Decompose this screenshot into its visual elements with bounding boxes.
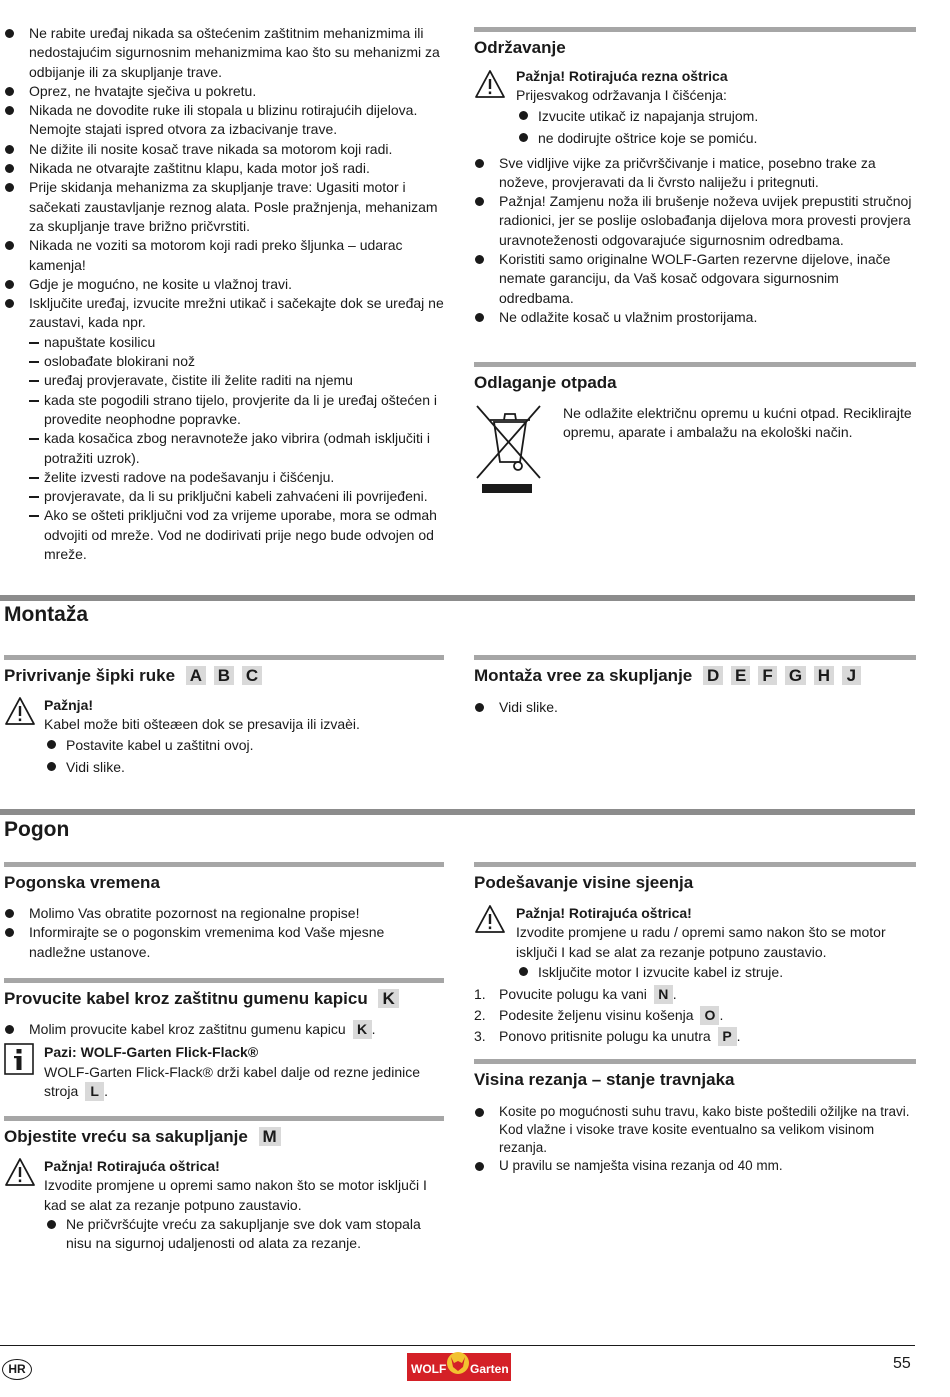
- figure-tag: K: [353, 1020, 372, 1039]
- figure-tag: A: [186, 666, 206, 685]
- warning-text: Kabel može biti ošteæen dok se presavija ili izvaèi.: [44, 716, 360, 733]
- figure-tag: F: [758, 666, 777, 685]
- warning-icon: [4, 1157, 36, 1187]
- vremena-section: [4, 862, 444, 962]
- warning-title: Pažnja!: [44, 697, 94, 713]
- figure-tag: K: [378, 989, 398, 1008]
- section-title: Odlaganje otpada: [474, 373, 617, 392]
- figure-tag: C: [242, 666, 262, 685]
- info-text: WOLF-Garten Flick-Flack® drži kabel dalje od rezne jedinice stroja: [44, 1063, 421, 1099]
- dash-item: provjeravate, da li su priključni kabeli zahvaćeni ili povrijeđeni.: [29, 487, 444, 506]
- disposal-text: Ne odlažite električnu opremu u kućni otpad. Reciklirajte opremu, aparate i ambalažu na ekološki način.: [563, 405, 912, 441]
- fox-head-icon: [447, 1349, 469, 1375]
- list-item: Gdje je mogućno, ne kosite u vlažnoj travi.: [4, 275, 444, 294]
- warning-text: Izvodite promjene u opremi samo nakon što se motor isključi I kad se alat za rezanje potpuno zaustavio.: [44, 1177, 427, 1213]
- figure-tag: N: [654, 985, 673, 1004]
- list-item: Ne rabite uređaj nikada sa oštećenim zaštitnim mehanizmima ili nedostajućim sigurnosnim mehanizmima kao što su mehanizmi za odbijanje ili za skupljanje trave.: [4, 24, 444, 82]
- list-item: U pravilu se namješta visina rezanja od 40 mm.: [474, 1157, 916, 1175]
- list-item: Ne odlažite kosač u vlažnim prostorijama.: [474, 308, 916, 327]
- warning-icon: [474, 69, 506, 99]
- section-title: Održavanje: [474, 38, 566, 57]
- dash-item: oslobađate blokirani nož: [29, 352, 444, 371]
- step-item: 2. Podesite željenu visinu košenja O .: [474, 1006, 724, 1023]
- objestite-section: [4, 1116, 444, 1253]
- list-item: Molimo Vas obratite pozornost na regionalne propise!: [4, 904, 444, 923]
- warning-icon: [4, 696, 36, 726]
- odrzavanje-section: [474, 27, 916, 327]
- warning-text: Prijesvakog održavanja I čišćenja:: [516, 87, 727, 104]
- figure-tag: H: [814, 666, 834, 685]
- list-item: Vidi slike.: [474, 698, 916, 717]
- list-item: Ne pričvršćujte vreću za sakupljanje sve dok vam stopala nisu na sigurnoj udaljenosti od alata za rezanje.: [46, 1215, 444, 1254]
- figure-tag: L: [85, 1082, 104, 1101]
- section-title: Objestite vreću sa sakupljanje: [4, 1127, 248, 1146]
- section-title: Privrivanje šipki ruke: [4, 666, 176, 685]
- dash-item: uređaj provjeravate, čistite ili želite raditi na njemu: [29, 371, 444, 390]
- list-item: Pažnja! Zamjenu noža ili brušenje noževa uvijek prepustiti stručnoj radionici, jer se poslije oslobađanja dijelova mora provesti provjera uravnoteženosti odgovarajuće sigurnosnim odredbama.: [474, 192, 916, 250]
- warning-title: Pažnja! Rotirajuća oštrica!: [44, 1158, 220, 1174]
- info-title: Pazi: WOLF-Garten Flick-Flack®: [44, 1044, 259, 1061]
- rezanje-section: [474, 1059, 916, 1175]
- list-item: Vidi slike.: [46, 757, 444, 777]
- figure-tag: D: [703, 666, 723, 685]
- kabel-section: Provucite kabel kroz zaštitnu gumenu kapicu K Molim provucite kabel kroz zaštitnu gumenu kapicu K . Pazi: WOLF-Garten Flick-Flack® WOLF-Garten Flick-Flack® drži kabel dalje od rezne jedinice stroja L .: [4, 978, 444, 1101]
- section-title: Visina rezanja – stanje travnjaka: [474, 1070, 735, 1089]
- step-item: 1. Povucite polugu ka vani N .: [474, 985, 677, 1002]
- section-title: Pogonska vremena: [4, 873, 160, 892]
- list-item: Informirajte se o pogonskim vremenima kod Vaše mjesne nadležne ustanove.: [4, 923, 444, 962]
- chapter-title: Pogon: [4, 818, 70, 841]
- ruke-section: [4, 655, 444, 777]
- odlaganje-section: [474, 362, 916, 443]
- dash-item: Ako se ošteti priključni vod za vrijeme uporabe, mora se odmah odvojiti od mreže. Vod ne dodirivati prije nego bude odvojen od mreže.: [29, 506, 444, 564]
- page-number: 55: [893, 1355, 911, 1372]
- chapter-title: Montaža: [4, 603, 88, 626]
- list-item: Postavite kabel u zaštitni ovoj.: [46, 735, 444, 755]
- figure-tag: M: [259, 1127, 281, 1146]
- visina-section: [474, 862, 916, 1047]
- warning-title: Pažnja! Rotirajuća rezna oštrica: [516, 68, 728, 84]
- list-item: Nikada ne dovodite ruke ili stopala u blizinu rotirajućih dijelova. Nemojte stajati ispred otvora za izbacivanje trave.: [4, 101, 444, 140]
- list-item: Prije skidanja mehanizma za skupljanje trave: Ugasiti motor i sačekati zaustavljanje reznog alata. Posle pražnjenja, mehanizam za skupljanje trave brižno pričvrstiti.: [4, 178, 444, 236]
- wolf-garten-logo: WOLF Garten: [407, 1353, 511, 1381]
- figure-tag: B: [214, 666, 234, 685]
- dash-item: kada kosačica zbog neravnoteže jako vibrira (odmah isključiti i potražiti uzrok).: [29, 429, 444, 468]
- list-item: Koristiti samo originalne WOLF-Garten rezervne dijelove, inače nemate garanciju, da Vaš kosač odgovara sigurnosnim odredbama.: [474, 250, 916, 308]
- safety-column: [4, 24, 444, 564]
- figure-tag: P: [718, 1027, 737, 1046]
- list-item: Isključite motor I izvucite kabel iz struje.: [518, 962, 916, 982]
- list-item: Nikada ne otvarajte zaštitnu klapu, kada motor još radi.: [4, 159, 444, 178]
- figure-tag: J: [842, 666, 861, 685]
- list-item: Sve vidljive vijke za pričvrščivanje i matice, posebno trake za noževe, provjeravati da li čvrsto naliježu i pritegnuti.: [474, 154, 916, 193]
- warning-icon: [474, 904, 506, 934]
- list-item: Izvucite utikač iz napajanja strujom.: [518, 106, 916, 126]
- list-item: Molim provucite kabel kroz zaštitnu gumenu kapicu: [29, 1021, 346, 1037]
- figure-tag: G: [785, 666, 806, 685]
- section-title: Podešavanje visine sjeenja: [474, 873, 694, 892]
- list-item: Nikada ne voziti sa motorom koji radi preko šljunka – udarac kamenja!: [4, 236, 444, 275]
- step-item: 3. Ponovo pritisnite polugu ka unutra P .: [474, 1027, 741, 1044]
- warning-title: Pažnja! Rotirajuća oštrica!: [516, 905, 692, 921]
- vreca-section: [474, 655, 916, 717]
- list-item: Kosite po mogućnosti suhu travu, kako biste poštedili ožiljke na travi. Kod vlažne i visoke trave kosite eventualno sa velikom visinom rezanja.: [474, 1103, 916, 1157]
- dash-item: kada ste pogodili strano tijelo, provjerite da li je uređaj oštećen i provedite neophodne popravke.: [29, 391, 444, 430]
- list-item: Oprez, ne hvatajte sječiva u pokretu.: [4, 82, 444, 101]
- list-item: Isključite uređaj, izvucite mrežni utikač i sačekajte dok se uređaj ne zaustavi, kada npr.: [4, 294, 444, 333]
- dash-item: želite izvesti radove na podešavanju i čišćenju.: [29, 468, 444, 487]
- language-badge: HR: [2, 1359, 32, 1380]
- list-item: ne dodirujte oštrice koje se pomiću.: [518, 128, 916, 148]
- list-item: Ne dižite ili nosite kosač trave nikada sa motorom koji radi.: [4, 140, 444, 159]
- crossed-bin-icon: [474, 400, 544, 495]
- warning-text: Izvodite promjene u radu / opremi samo nakon što se motor isključi I kad se alat za rezanje potpuno zaustavio.: [516, 924, 886, 960]
- dash-item: napuštate kosilicu: [29, 333, 444, 352]
- section-title: Provucite kabel kroz zaštitnu gumenu kapicu: [4, 989, 368, 1008]
- info-icon: [4, 1043, 34, 1075]
- figure-tag: O: [700, 1006, 719, 1025]
- figure-tag: E: [731, 666, 750, 685]
- section-title: Montaža vree za skupljanje: [474, 666, 693, 685]
